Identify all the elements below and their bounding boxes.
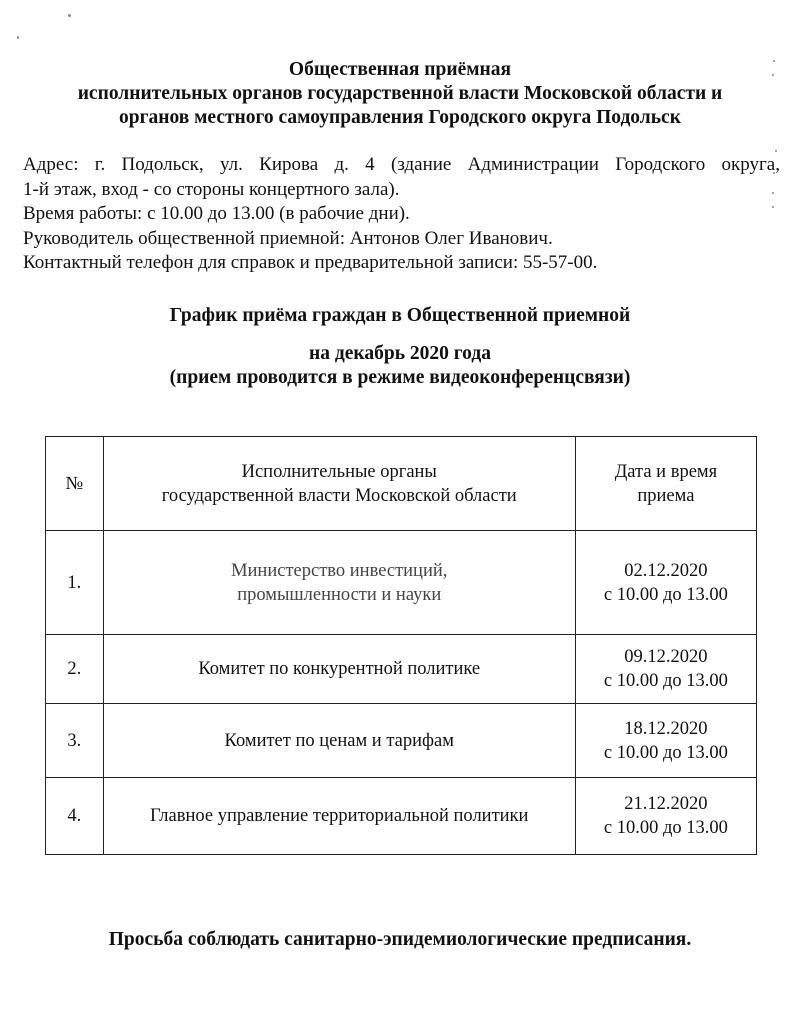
schedule-subtitle [0,342,800,390]
row-time: с 10.00 до 13.00 [603,584,728,605]
document-header [0,58,800,130]
row-org-line-1: Комитет по ценам и тарифам [224,730,454,751]
table-row [46,778,757,855]
office-head: Руководитель общественной приемной: Антонов Олег Иванович. [23,227,553,249]
row-date: 09.12.2020 [624,647,708,667]
footer-note: Просьба соблюдать санитарно-эпидемиологические предписания. [108,929,692,950]
header-org [103,437,575,531]
table-row [46,635,757,704]
schedule-month: на декабрь 2020 года [309,343,491,364]
scan-speck [17,36,19,39]
header-date-line-2: приема [637,485,695,506]
row-org-line-1: Министерство инвестиций, [231,560,448,581]
row-datetime [575,531,756,635]
contact-info [23,153,780,276]
row-date: 02.12.2020 [624,560,708,581]
row-org-line-1: Комитет по конкурентной политике [198,659,481,679]
address-line-1: Адрес: г. Подольск, ул. Кирова д. 4 (здание Администрации Городского округа, [23,154,780,175]
row-org-line-1: Главное управление территориальной политики [150,806,529,826]
row-num: 4. [46,778,104,855]
table-header-row [46,437,757,531]
contact-phone: Контактный телефон для справок и предварительной записи: 55-57-00. [23,252,598,273]
working-hours: Время работы: с 10.00 до 13.00 (в рабочие дни). [23,203,410,224]
row-org-line-2: промышленности и науки [237,584,442,605]
row-org [103,635,575,704]
header-line-1: Общественная приёмная [288,59,512,80]
row-date: 18.12.2020 [624,718,708,739]
header-line-2: исполнительных органов государственной власти Московской области и [77,83,723,104]
row-time: с 10.00 до 13.00 [603,742,728,763]
row-datetime [575,635,756,704]
header-org-line-2: государственной власти Московской области [161,485,517,506]
header-org-line-1: Исполнительные органы [241,461,437,482]
row-time: с 10.00 до 13.00 [603,671,728,691]
row-datetime [575,778,756,855]
schedule-table [45,436,757,855]
scan-speck [68,14,71,17]
row-num: 2. [46,635,104,704]
row-org [103,778,575,855]
row-num: 3. [46,704,104,778]
row-num: 1. [46,531,104,635]
row-date: 21.12.2020 [624,794,708,814]
address-line-2: 1-й этаж, вход - со стороны концертного зала). [23,178,400,200]
header-date-line-1: Дата и время [614,461,718,482]
row-time: с 10.00 до 13.00 [603,818,728,838]
table-row [46,531,757,635]
scan-speck [775,150,777,152]
header-line-3: органов местного самоуправления Городского округа Подольск [119,107,681,128]
row-org [103,704,575,778]
row-datetime [575,704,756,778]
schedule-mode: (прием проводится в режиме видеоконференцсвязи) [169,367,631,388]
table-row [46,704,757,778]
header-num: № [46,437,104,531]
row-org [103,531,575,635]
header-date [575,437,756,531]
schedule-title: График приёма граждан в Общественной приемной [169,305,631,326]
